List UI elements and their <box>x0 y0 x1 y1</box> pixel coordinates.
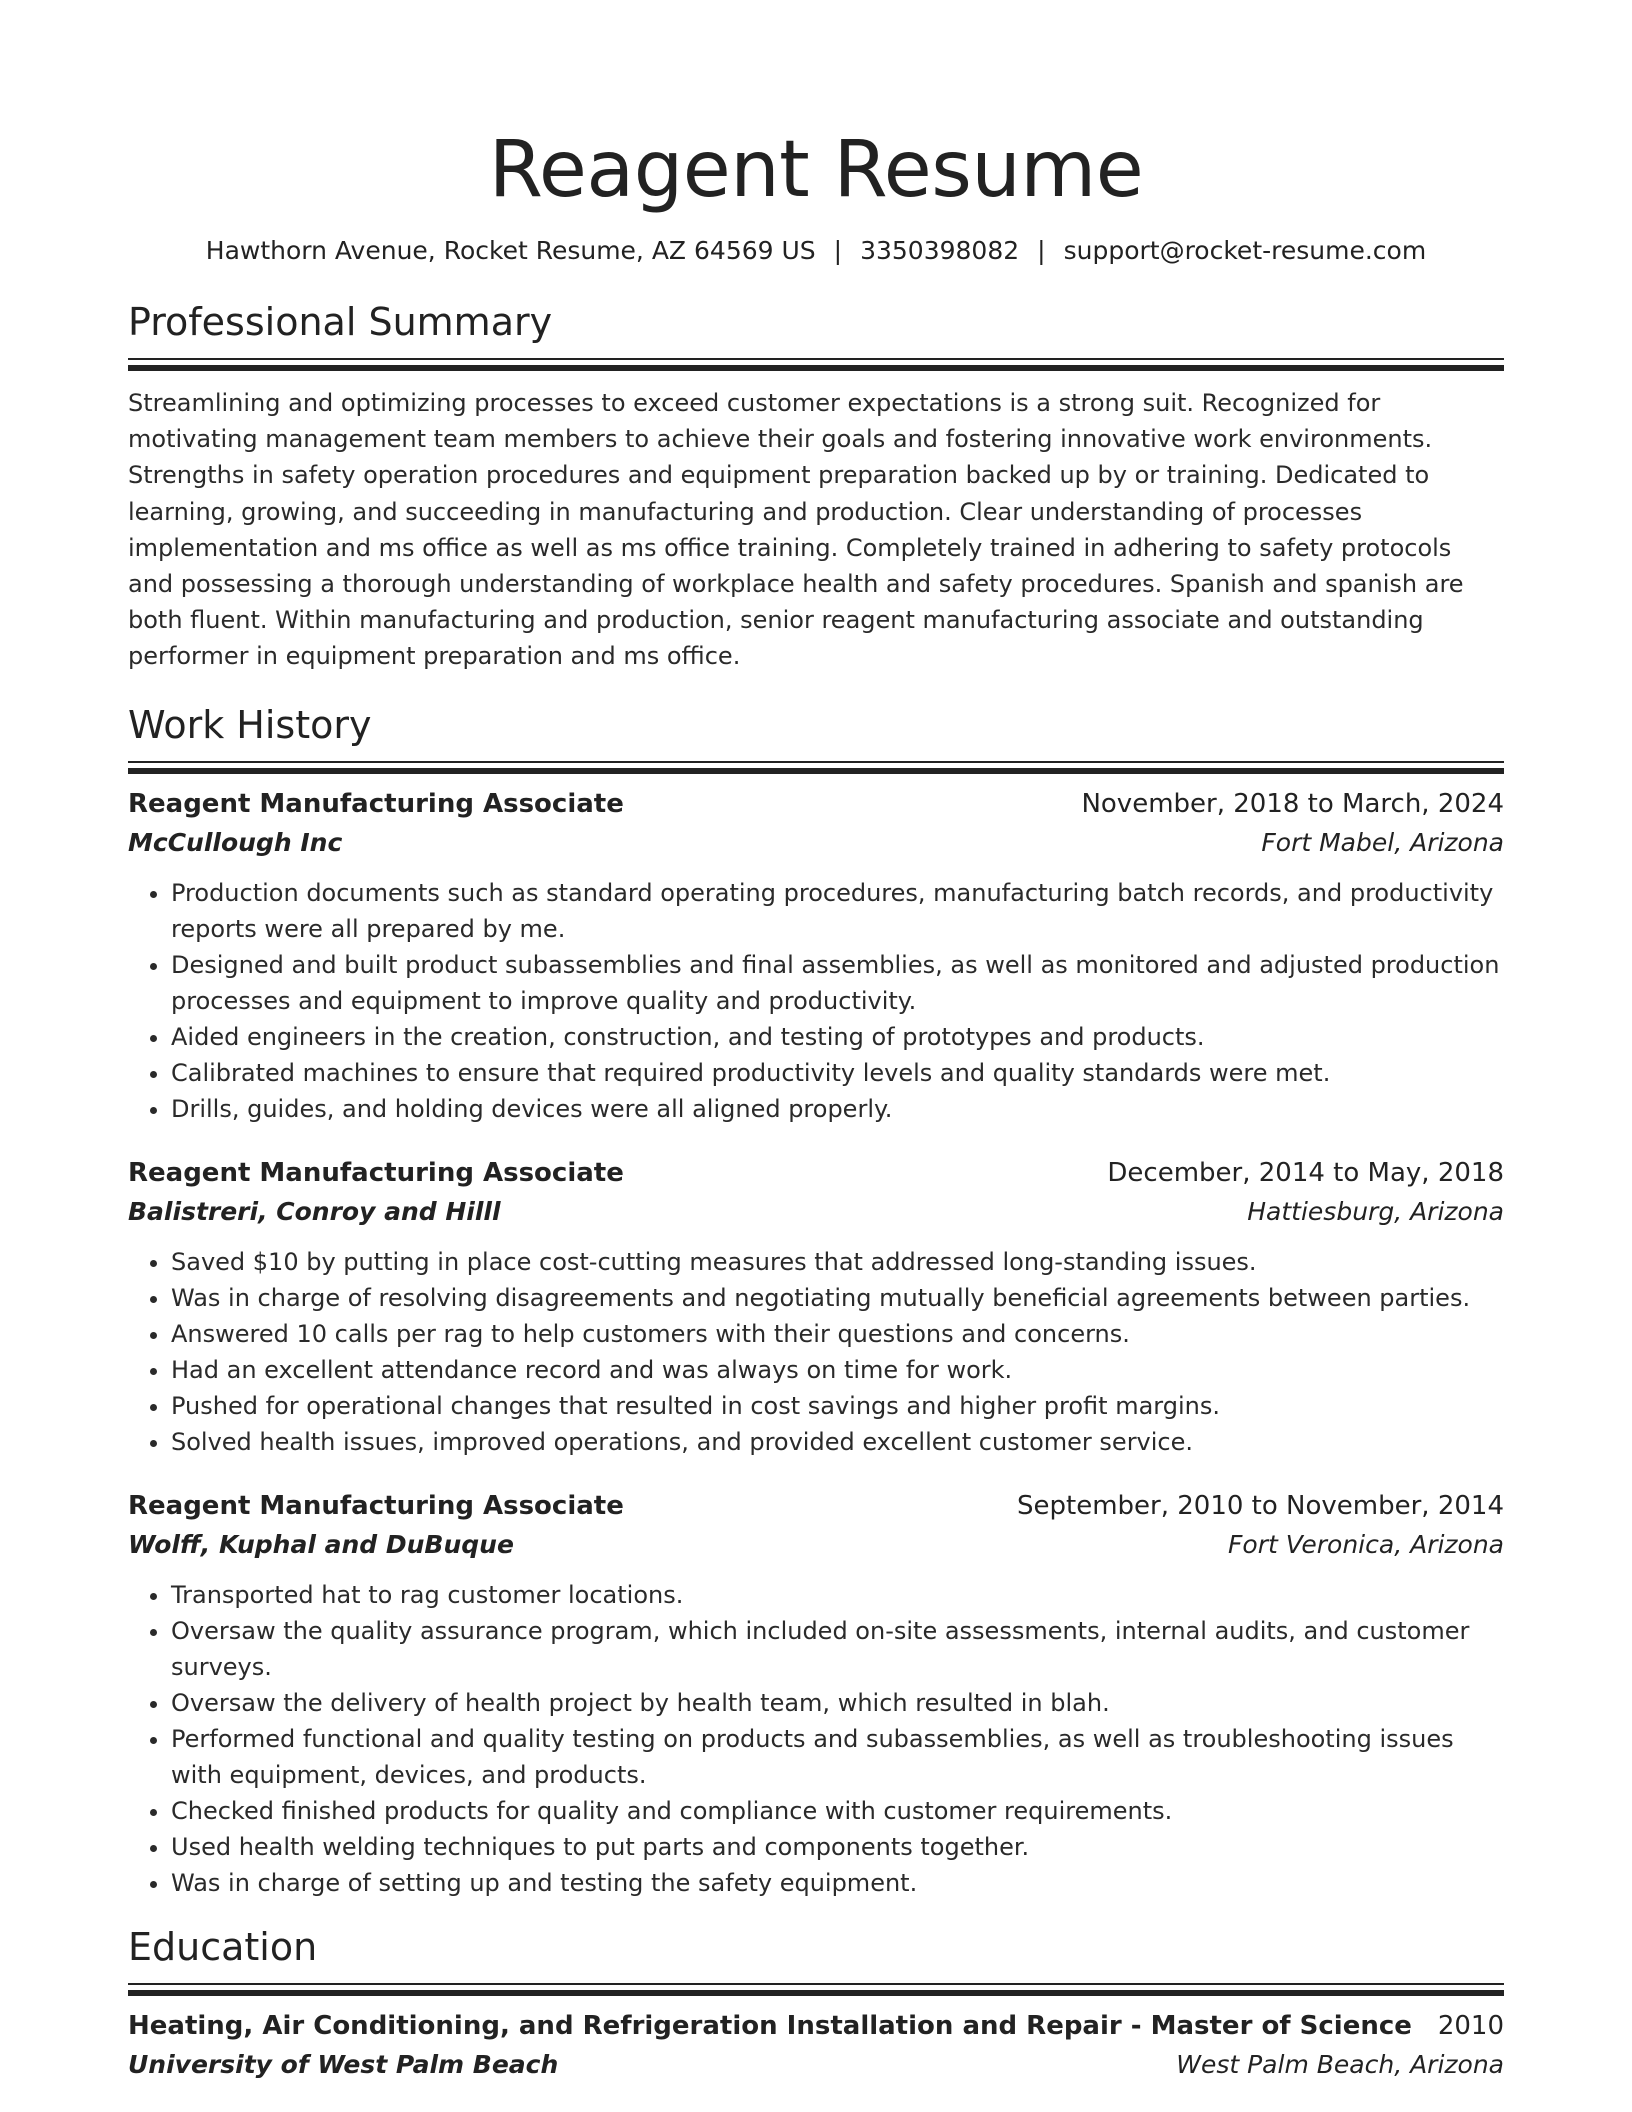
job-entry <box>128 1153 1504 1460</box>
job-bullet: • Oversaw the delivery of health project by health team, which resulted in blah. <box>171 1685 1504 1721</box>
job-dates: December, 2014 to May, 2018 <box>1107 1157 1504 1188</box>
contact-phone: 3350398082 <box>860 236 1020 265</box>
job-bullets <box>128 1577 1504 1901</box>
education-year: 2010 <box>1437 2010 1504 2041</box>
job-bullet: • Checked finished products for quality and compliance with customer requirements. <box>171 1793 1504 1829</box>
job-bullets <box>128 1244 1504 1460</box>
job-bullet: • Transported hat to rag customer locations. <box>171 1577 1504 1613</box>
job-dates: November, 2018 to March, 2024 <box>1081 788 1504 819</box>
contact-email: support@rocket-resume.com <box>1063 236 1427 265</box>
job-subheader <box>128 1526 1504 1564</box>
job-entry <box>128 1486 1504 1901</box>
job-header <box>128 784 1504 824</box>
section-divider <box>128 1983 1504 1994</box>
job-header <box>128 1153 1504 1193</box>
education-section <box>128 1923 1504 2084</box>
job-subheader <box>128 824 1504 862</box>
section-divider <box>128 761 1504 772</box>
job-bullet: • Used health welding techniques to put parts and components together. <box>171 1829 1504 1865</box>
job-bullet: • Performed functional and quality testing on products and subassemblies, as well as troubleshooting issues with equipment, devices, and products. <box>171 1721 1504 1793</box>
job-company: McCullough Inc <box>128 827 343 857</box>
education-degree: Heating, Air Conditioning, and Refrigeration Installation and Repair - Master of Science <box>128 2010 1412 2041</box>
job-bullet: • Drills, guides, and holding devices were all aligned properly. <box>171 1091 1504 1127</box>
job-dates: September, 2010 to November, 2014 <box>1017 1490 1504 1521</box>
job-bullet: • Answered 10 calls per rag to help customers with their questions and concerns. <box>171 1316 1504 1352</box>
education-header <box>128 2006 1504 2046</box>
job-bullet: • Production documents such as standard operating procedures, manufacturing batch records, and productivity reports were all prepared by me. <box>171 875 1504 947</box>
section-title-education: Education <box>128 1924 318 1969</box>
section-divider <box>128 358 1504 369</box>
job-bullet: • Designed and built product subassemblies and final assemblies, as well as monitored and adjusted production processes and equipment to improve quality and productivity. <box>171 947 1504 1019</box>
job-company: Wolff, Kuphal and DuBuque <box>128 1529 514 1559</box>
job-bullet: • Oversaw the quality assurance program, which included on-site assessments, internal audits, and customer surveys. <box>171 1613 1504 1685</box>
contact-line <box>128 234 1504 268</box>
job-entry <box>128 784 1504 1127</box>
section-title-summary: Professional Summary <box>128 300 553 344</box>
job-bullet: • Pushed for operational changes that resulted in cost savings and higher profit margins. <box>171 1388 1504 1424</box>
job-company: Balistreri, Conroy and Hilll <box>128 1196 501 1226</box>
education-subheader <box>128 2046 1504 2084</box>
job-location: Hattiesburg, Arizona <box>1247 1196 1504 1226</box>
job-bullet: • Saved $10 by putting in place cost-cutting measures that addressed long-standing issues. <box>171 1244 1504 1280</box>
job-header <box>128 1486 1504 1526</box>
job-bullets <box>128 875 1504 1127</box>
education-location: West Palm Beach, Arizona <box>1176 2049 1504 2079</box>
job-bullet: • Aided engineers in the creation, construction, and testing of prototypes and products. <box>171 1019 1504 1055</box>
job-bullet: • Solved health issues, improved operations, and provided excellent customer service. <box>171 1424 1504 1460</box>
job-bullet: • Was in charge of setting up and testing the safety equipment. <box>171 1865 1504 1901</box>
job-bullet: • Calibrated machines to ensure that required productivity levels and quality standards were met. <box>171 1055 1504 1091</box>
section-title-work-history: Work History <box>128 702 372 747</box>
job-bullet: • Had an excellent attendance record and was always on time for work. <box>171 1352 1504 1388</box>
job-subheader <box>128 1193 1504 1231</box>
contact-separator: | <box>1037 236 1046 265</box>
work-history-section <box>128 701 1504 1901</box>
job-title: Reagent Manufacturing Associate <box>128 1490 624 1521</box>
education-school: University of West Palm Beach <box>128 2049 559 2079</box>
contact-address: Hawthorn Avenue, Rocket Resume, AZ 64569 US <box>205 236 816 265</box>
job-bullet: • Was in charge of resolving disagreements and negotiating mutually beneficial agreements between parties. <box>171 1280 1504 1316</box>
job-location: Fort Veronica, Arizona <box>1228 1529 1504 1559</box>
summary-section <box>128 298 1504 675</box>
summary-text: Streamlining and optimizing processes to exceed customer expectations is a strong suit. Recognized for motivating management team members to achieve their goals and fostering innovative work environments. Strengths in safety operation procedures and equipment preparation backed up by or training. Dedicated to learning, growing, and succeeding in manufacturing and production. Clear understanding of processes implementation and ms office as well as ms office training. Completely trained in adhering to safety protocols and possessing a thorough understanding of workplace health and safety procedures. Spanish and spanish are both fluent. Within manufacturing and production, senior reagent manufacturing associate and outstanding performer in equipment preparation and ms office. <box>128 389 1464 671</box>
education-entry <box>128 2006 1504 2084</box>
contact-separator: | <box>833 236 843 265</box>
job-title: Reagent Manufacturing Associate <box>128 1157 624 1188</box>
job-location: Fort Mabel, Arizona <box>1261 827 1504 857</box>
resume-name: Reagent Resume <box>488 125 1144 215</box>
job-title: Reagent Manufacturing Associate <box>128 788 624 819</box>
